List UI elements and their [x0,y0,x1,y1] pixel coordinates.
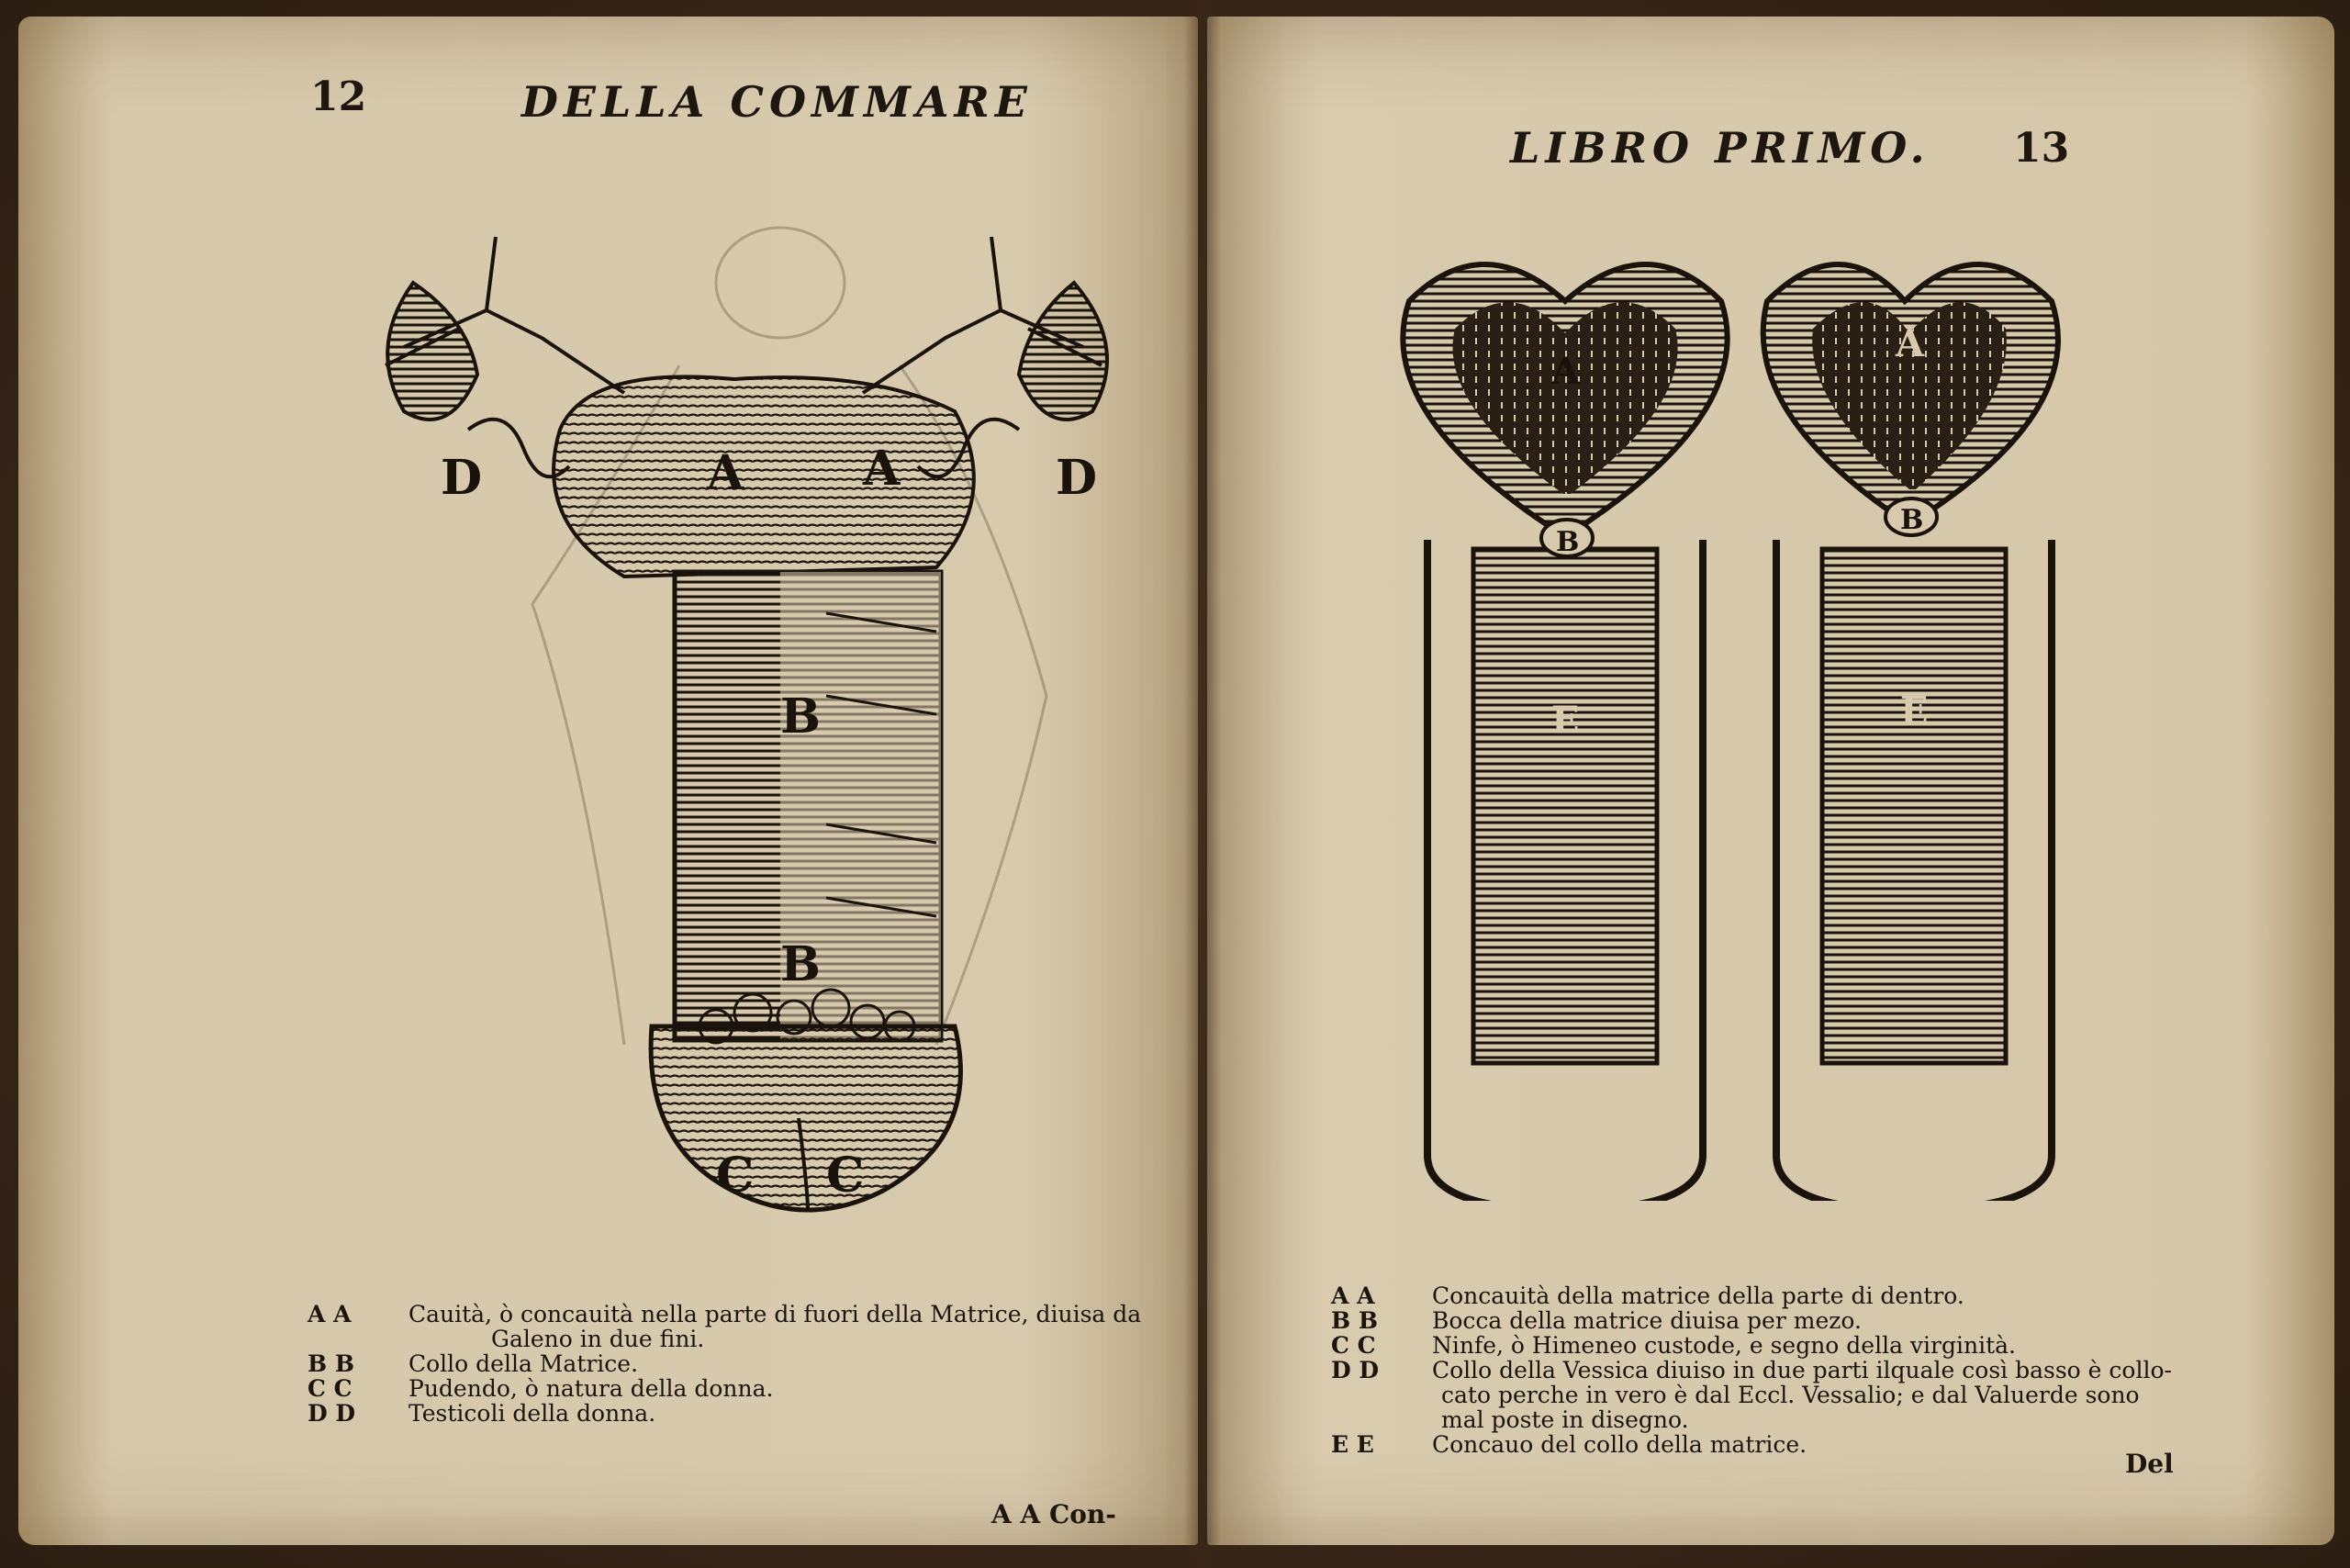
legend-row [1331,1283,2304,1308]
legend-text: Collo della Vessica diuiso in due parti ilquale così basso è collo- [1432,1357,2172,1383]
legend-text: Concauità della matrice della parte di dentro. [1432,1282,1964,1309]
fig-letter-b-left: B [1556,526,1580,558]
right-catchword: Del [2125,1449,2174,1479]
left-legend [308,1302,1189,1426]
fig-letter-b1: B [780,689,821,745]
right-specimen [1763,264,2058,1201]
fig-letter-b2: B [780,936,821,992]
fig-letter-a-left: A [1551,350,1581,393]
legend-key: B B [1331,1307,1378,1334]
legend-continuation: Galeno in due fini. [491,1326,705,1352]
legend-text: Concauo del collo della matrice. [1432,1431,1807,1458]
legend-row [308,1302,1189,1327]
fig-letter-e-left: E [1551,699,1580,742]
legend-key: B B [308,1350,354,1377]
right-page [1207,17,2334,1545]
book-gutter [1184,0,1221,1568]
right-running-head: LIBRO PRIMO. [1510,123,1930,173]
legend-row [308,1401,1189,1426]
right-folio: 13 [2013,125,2070,172]
uterus-exterior-woodcut [349,218,1157,1274]
fig-letter-c1: C [716,1148,755,1204]
left-catchword: A A Con- [991,1499,1116,1529]
fig-letter-d1: D [441,450,483,506]
left-running-head: DELLA COMMARE [521,77,1033,127]
legend-continuation: mal poste in disegno. [1441,1406,1689,1433]
legend-text: Cauità, ò concauità nella parte di fuori della Matrice, diuisa da [408,1301,1142,1327]
legend-text: Bocca della matrice diuisa per mezo. [1432,1307,1862,1334]
legend-key: C C [308,1375,352,1402]
legend-key: E E [1331,1431,1374,1458]
legend-row [1331,1308,2304,1333]
fig-letter-b-right: B [1900,504,1924,536]
legend-text: Pudendo, ò natura della donna. [408,1375,774,1402]
uterus-interior-woodcut [1354,246,2281,1201]
legend-key: A A [1331,1282,1375,1309]
legend-row [1331,1333,2304,1358]
fig-letter-a-right: A [1896,322,1925,365]
fig-letter-a1: A [707,445,744,501]
fig-letter-e-right: E [1900,689,1929,733]
legend-row [1331,1358,2304,1383]
fig-letter-a2: A [863,441,901,497]
fig-letter-c2: C [826,1148,865,1204]
fig-letter-d2: D [1056,450,1098,506]
legend-continuation: cato perche in vero è dal Eccl. Vessalio; e dal Valuerde sono [1441,1382,2140,1408]
right-legend [1331,1283,2304,1457]
left-page [18,17,1198,1545]
legend-text: Testicoli della donna. [408,1400,656,1427]
legend-text: Collo della Matrice. [408,1350,639,1377]
legend-text: Ninfe, ò Himeneo custode, e segno della virginità. [1432,1332,2016,1359]
legend-key: A A [308,1301,352,1327]
legend-key: D D [1331,1357,1380,1383]
legend-row [308,1376,1189,1401]
legend-key: C C [1331,1332,1376,1359]
legend-key: D D [308,1400,356,1427]
legend-row [308,1351,1189,1376]
left-folio: 12 [310,73,367,120]
